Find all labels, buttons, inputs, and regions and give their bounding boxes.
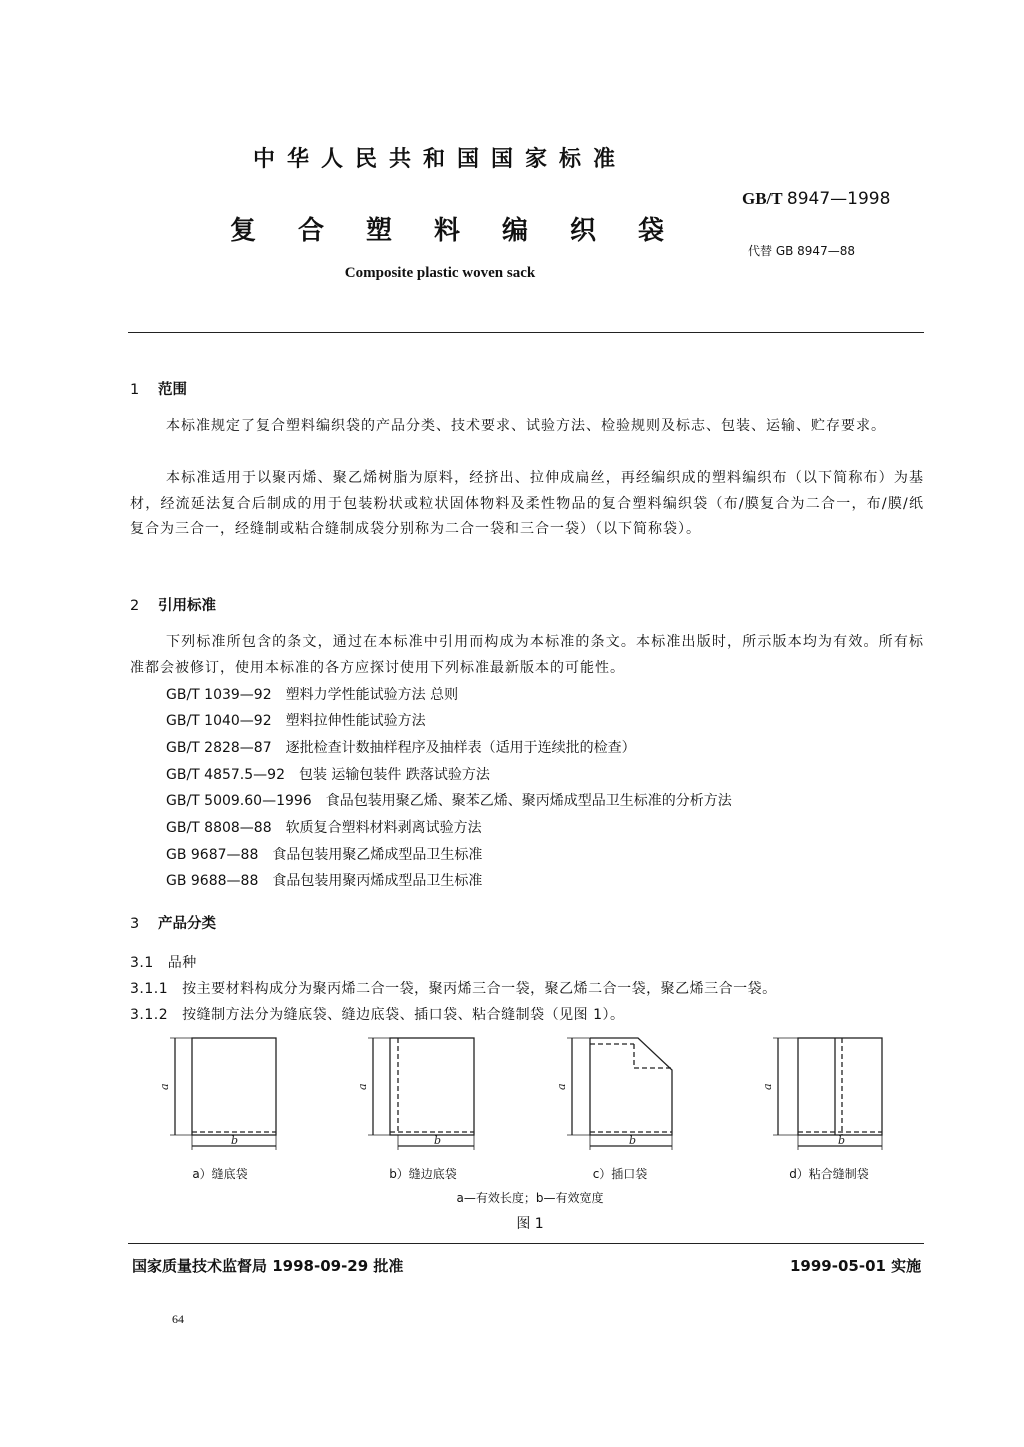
- reference-item: [166, 790, 732, 810]
- dim-a-label: a: [356, 1083, 369, 1090]
- reference-code: GB 9687—88: [166, 847, 259, 863]
- clause-3-1-2-text: 按缝制方法分为缝底袋、缝边底袋、插口袋、粘合缝制袋（见图 1）。: [182, 1007, 625, 1023]
- dim-b-label: b: [629, 1134, 637, 1147]
- header-divider: [128, 332, 924, 333]
- reference-title: 塑料拉伸性能试验方法: [285, 713, 426, 729]
- section-2-title: 引用标准: [158, 598, 216, 614]
- reference-code: GB/T 2828—87: [166, 740, 272, 756]
- section-2-paragraph-1: 下列标准所包含的条文，通过在本标准中引用而构成为本标准的条文。本标准出版时，所示版本均为有效。所有标准都会被修订，使用本标准的各方应探讨使用下列标准最新版本的可能性。: [130, 634, 924, 676]
- figure-legend: a—有效长度；b—有效宽度: [456, 1191, 604, 1205]
- standard-code: 8947—1998: [786, 189, 891, 209]
- figure-title: 图 1: [516, 1216, 544, 1232]
- reference-title: 软质复合塑料材料剥离试验方法: [285, 820, 482, 836]
- implementation-line: 1999-05-01 实施: [790, 1257, 922, 1275]
- dim-b-label: b: [434, 1134, 442, 1147]
- document-title-cn: 复合塑料编织袋: [230, 216, 707, 246]
- dim-b-label: b: [838, 1134, 846, 1147]
- reference-item: [166, 737, 636, 757]
- dim-b-label: b: [231, 1134, 239, 1147]
- section-1-paragraph-2: 本标准适用于以聚丙烯、聚乙烯树脂为原料，经挤出、拉伸成扁丝，再经编织成的塑料编织布（以下简称布）为基材，经流延法复合后制成的用于包装粉状或粒状固体物料及柔性物品的复合塑料编织袋（布/膜复合为二合一，布/膜/纸复合为三合一，经缝制或粘合缝制成袋分别称为二合一袋和三合一袋）（以下简称袋）。: [130, 470, 924, 537]
- sack-diagram-a: [170, 1038, 276, 1150]
- dim-a-label: a: [761, 1083, 774, 1090]
- page-number: 64: [172, 1312, 184, 1326]
- standard-prefix: GB/T: [742, 189, 783, 208]
- reference-code: GB/T 1039—92: [166, 687, 272, 703]
- reference-title: 包装 运输包装件 跌落试验方法: [298, 767, 490, 783]
- section-1-heading: [130, 378, 187, 399]
- reference-item: [166, 764, 490, 784]
- national-standard-heading: 中华人民共和国国家标准: [252, 147, 627, 172]
- reference-code: GB 9688—88: [166, 873, 259, 889]
- reference-item: [166, 870, 482, 890]
- figure-caption-c: c）插口袋: [592, 1167, 648, 1181]
- section-3-heading: [130, 912, 216, 933]
- section-1-number: 1: [130, 382, 140, 398]
- figure-caption-a: a）缝底袋: [192, 1167, 248, 1181]
- reference-code: GB/T 1040—92: [166, 713, 272, 729]
- dim-a-label: a: [555, 1083, 568, 1090]
- subsection-3-1-number: 3.1: [130, 955, 154, 971]
- figure-caption-b: b）缝边底袋: [389, 1167, 457, 1181]
- reference-title: 食品包装用聚乙烯、聚苯乙烯、聚丙烯成型品卫生标准的分析方法: [325, 793, 732, 809]
- section-1-paragraph-1: 本标准规定了复合塑料编织袋的产品分类、技术要求、试验方法、检验规则及标志、包装、运输、贮存要求。: [166, 418, 886, 434]
- reference-code: GB/T 4857.5—92: [166, 767, 285, 783]
- reference-title: 食品包装用聚丙烯成型品卫生标准: [272, 873, 483, 889]
- sack-diagram-d: [773, 1038, 882, 1150]
- approval-line: 国家质量技术监督局 1998-09-29 批准: [132, 1257, 404, 1275]
- reference-code: GB/T 8808—88: [166, 820, 272, 836]
- reference-title: 逐批检查计数抽样程序及抽样表（适用于连续批的检查）: [285, 740, 636, 756]
- clause-3-1-1: [130, 978, 777, 998]
- section-2-number: 2: [130, 598, 140, 614]
- reference-title: 食品包装用聚乙烯成型品卫生标准: [272, 847, 483, 863]
- reference-item: [166, 844, 482, 864]
- clause-3-1-2-number: 3.1.2: [130, 1007, 169, 1023]
- sack-diagram-c: [567, 1038, 672, 1150]
- section-3-number: 3: [130, 916, 140, 932]
- clause-3-1-1-number: 3.1.1: [130, 981, 169, 997]
- replaces-standard: 代替 GB 8947—88: [748, 244, 855, 258]
- clause-3-1-2: [130, 1004, 624, 1024]
- reference-title: 塑料力学性能试验方法 总则: [285, 687, 459, 703]
- figure-caption-d: d）粘合缝制袋: [789, 1167, 869, 1181]
- section-1-title: 范围: [158, 382, 187, 398]
- section-2-heading: [130, 594, 216, 615]
- standard-number: [742, 189, 890, 209]
- reference-item: [166, 710, 426, 730]
- subsection-3-1: [130, 952, 197, 972]
- reference-item: [166, 684, 458, 704]
- clause-3-1-1-text: 按主要材料构成分为聚丙烯二合一袋，聚丙烯三合一袋，聚乙烯二合一袋，聚乙烯三合一袋。: [182, 981, 777, 997]
- section-3-title: 产品分类: [158, 916, 216, 932]
- document-title-en: Composite plastic woven sack: [344, 265, 536, 281]
- reference-code: GB/T 5009.60—1996: [166, 793, 312, 809]
- subsection-3-1-title: 品种: [167, 955, 197, 971]
- footer-divider: [128, 1243, 924, 1244]
- reference-item: [166, 817, 482, 837]
- sack-diagram-b: [368, 1038, 474, 1150]
- dim-a-label: a: [158, 1083, 171, 1090]
